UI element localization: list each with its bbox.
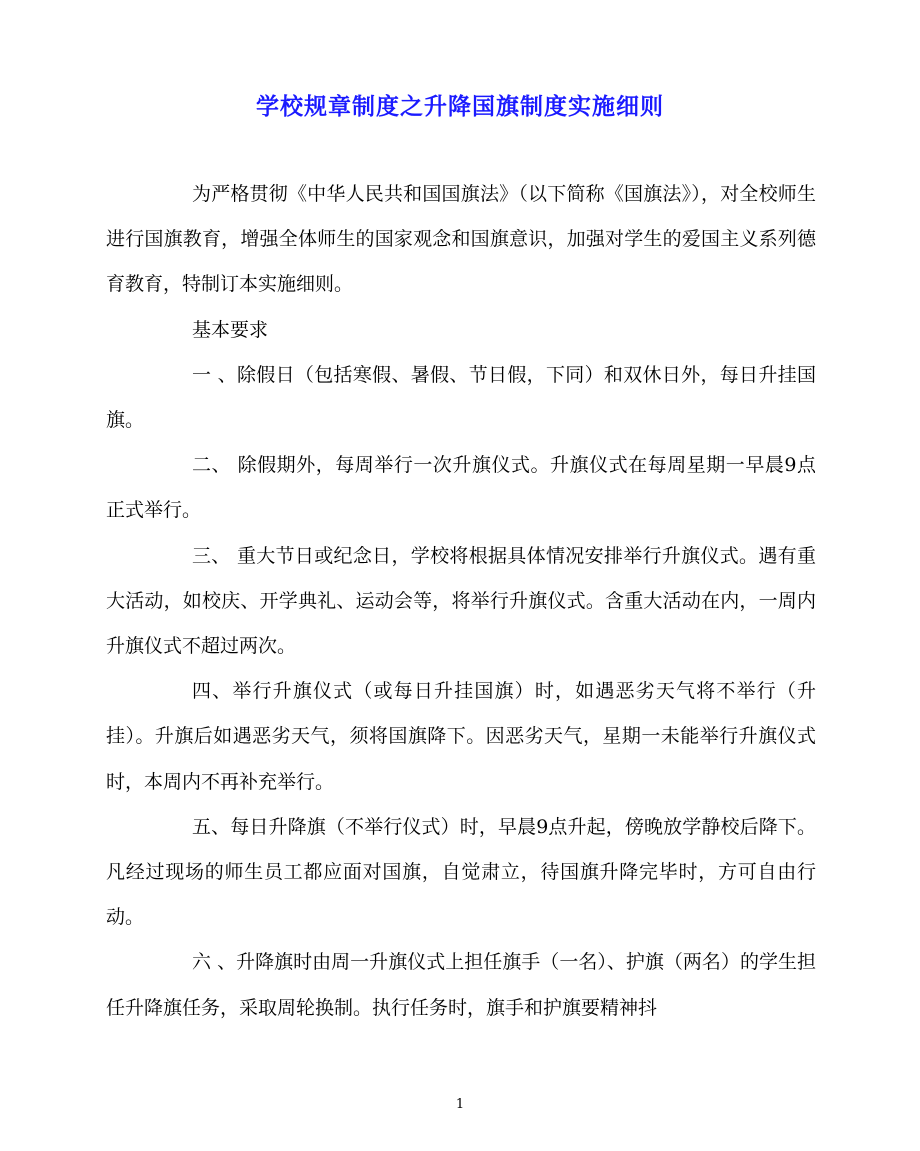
rule-item-5: 五、每日升降旗（不举行仪式）时，早晨9点升起，傍晚放学静校后降下。凡经过现场的师生员工都应面对国旗，自觉肃立，待国旗升降完毕时，方可自由行动。 <box>106 815 816 929</box>
section-heading: 基本要求 <box>192 318 269 341</box>
rule-item-3: 三、 重大节日或纪念日，学校将根据具体情况安排举行升旗仪式。遇有重大活动，如校庆、开学典礼、运动会等，将举行升旗仪式。含重大活动在内，一周内升旗仪式不超过两次。 <box>106 544 816 658</box>
intro-paragraph: 为严格贯彻《中华人民共和国国旗法》（以下简称《国旗法》），对全校师生进行国旗教育，增强全体师生的国家观念和国旗意识，加强对学生的爱国主义系列德育教育，特制订本实施细则。 <box>106 183 816 296</box>
page-number: 1 <box>455 1097 465 1112</box>
rule-item-4: 四、举行升旗仪式（或每日升挂国旗）时，如遇恶劣天气将不举行（升挂）。升旗后如遇恶劣天气，须将国旗降下。因恶劣天气，星期一未能举行升旗仪式时，本周内不再补充举行。 <box>106 680 816 793</box>
document-body <box>106 172 816 1031</box>
rule-item-2: 二、 除假期外，每周举行一次升旗仪式。升旗仪式在每周星期一早晨9点正式举行。 <box>106 454 816 522</box>
document-title: 学校规章制度之升降国旗制度实施细则 <box>256 93 664 120</box>
rule-item-1: 一 、除假日（包括寒假、暑假、节日假，下同）和双休日外，每日升挂国旗。 <box>106 363 816 432</box>
rule-item-6: 六 、升降旗时由周一升旗仪式上担任旗手（一名）、护旗（两名）的学生担任升降旗任务，采取周轮换制。执行任务时，旗手和护旗要精神抖 <box>106 951 816 1019</box>
